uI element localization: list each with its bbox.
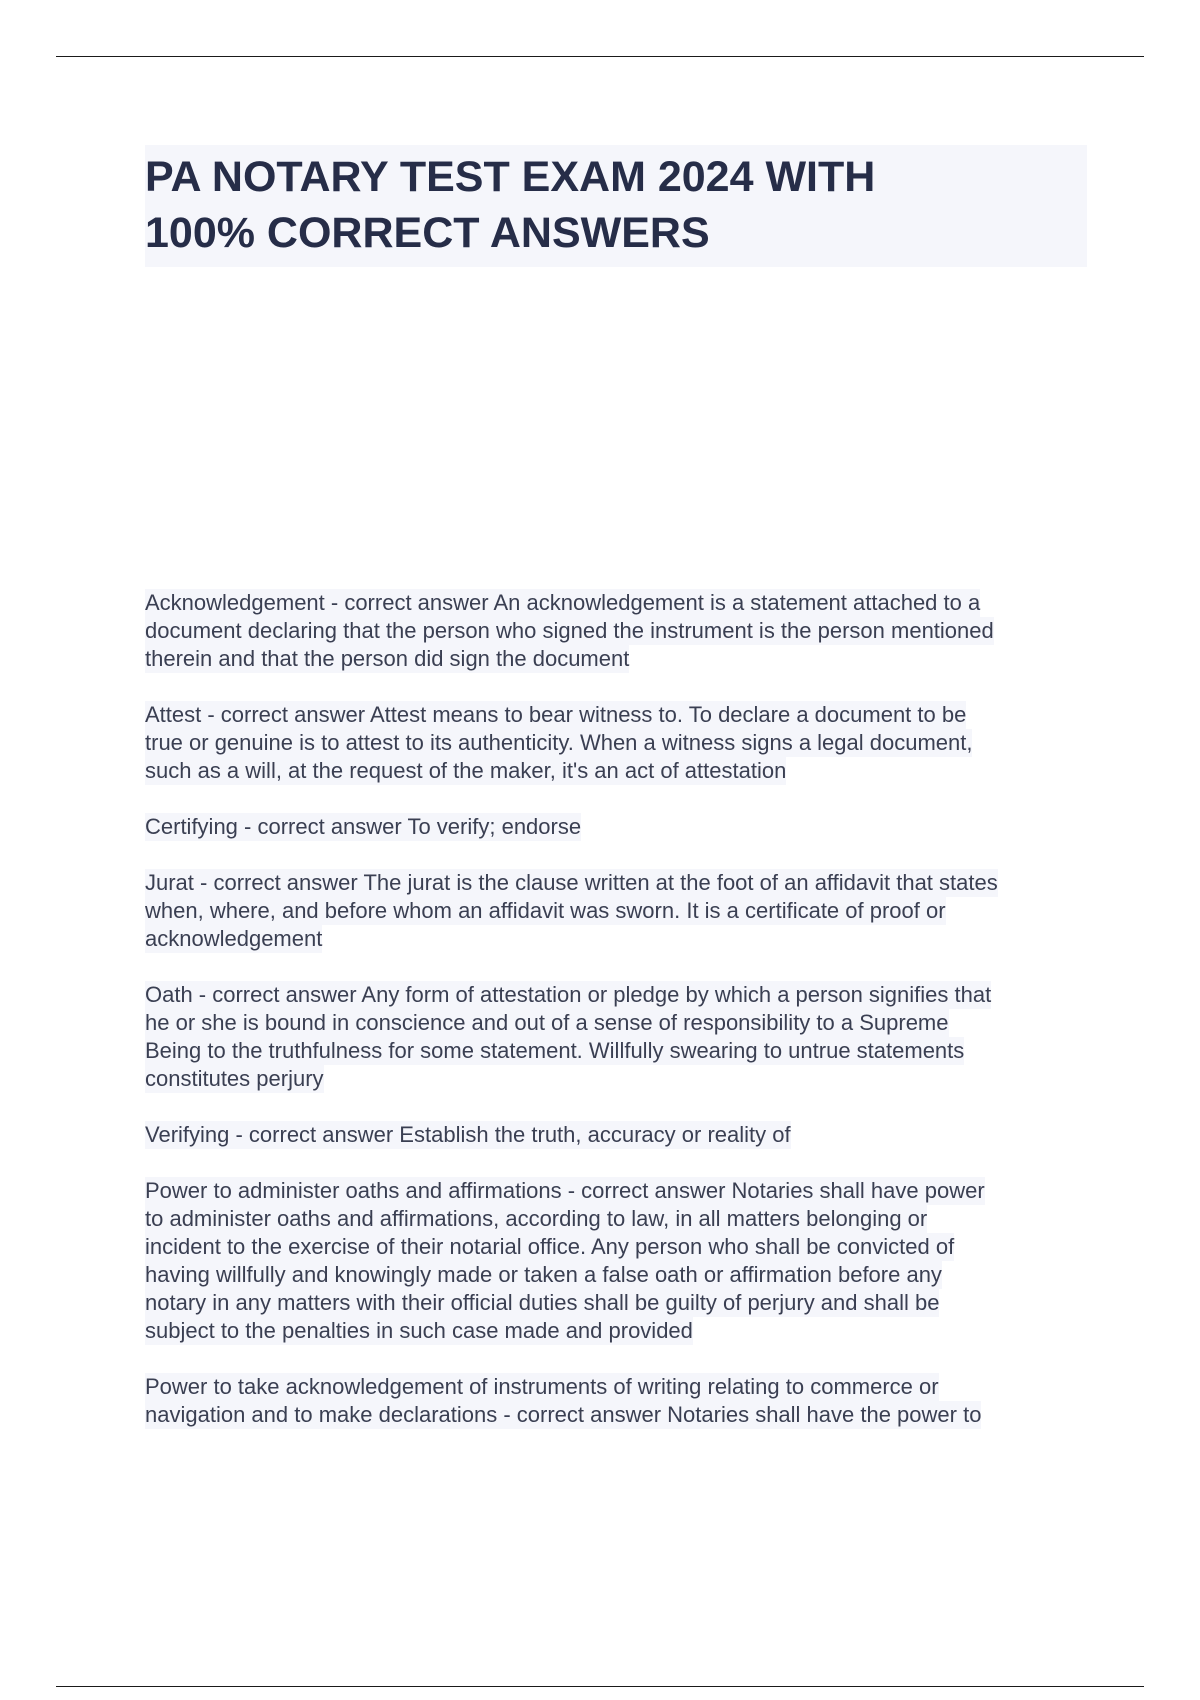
entry-line: Jurat - correct answer The jurat is the clause written at the foot of an affidavit that states (145, 870, 998, 895)
entry-certifying (145, 813, 1090, 841)
entry-verifying (145, 1121, 1090, 1149)
document-title (145, 145, 1087, 267)
entry-power-oaths (145, 1177, 1090, 1345)
top-rule (56, 56, 1144, 57)
entry-line: Power to administer oaths and affirmations - correct answer Notaries shall have power (145, 1178, 985, 1203)
entry-line: Acknowledgement - correct answer An acknowledgement is a statement attached to a (145, 590, 981, 615)
entry-oath (145, 981, 1090, 1093)
entry-line: subject to the penalties in such case made and provided (145, 1318, 693, 1343)
entry-line: incident to the exercise of their notarial office. Any person who shall be convicted of (145, 1234, 955, 1259)
entry-acknowledgement (145, 589, 1090, 673)
entry-power-acknowledgement (145, 1373, 1090, 1429)
entry-line: Attest - correct answer Attest means to bear witness to. To declare a document to be (145, 702, 967, 727)
title-line-2: 100% CORRECT ANSWERS (145, 209, 710, 257)
entry-line: Oath - correct answer Any form of attestation or pledge by which a person signifies that (145, 982, 992, 1007)
entry-line: when, where, and before whom an affidavit was sworn. It is a certificate of proof or (145, 898, 946, 923)
entry-line: notary in any matters with their official duties shall be guilty of perjury and shall be (145, 1290, 940, 1315)
entry-line: document declaring that the person who signed the instrument is the person mentioned (145, 618, 994, 643)
entry-line: constitutes perjury (145, 1066, 324, 1091)
entry-line: having willfully and knowingly made or taken a false oath or affirmation before any (145, 1262, 942, 1287)
definition-list (145, 589, 1090, 1457)
entry-line: navigation and to make declarations - correct answer Notaries shall have the power to (145, 1402, 982, 1427)
entry-jurat (145, 869, 1090, 953)
title-line-1: PA NOTARY TEST EXAM 2024 WITH (145, 153, 876, 201)
bottom-rule (56, 1686, 1144, 1687)
entry-line: he or she is bound in conscience and out of a sense of responsibility to a Supreme (145, 1010, 949, 1035)
entry-line: Being to the truthfulness for some statement. Willfully swearing to untrue statements (145, 1038, 965, 1063)
entry-line: acknowledgement (145, 926, 323, 951)
entry-attest (145, 701, 1090, 785)
entry-line: Certifying - correct answer To verify; endorse (145, 814, 582, 839)
entry-line: Verifying - correct answer Establish the truth, accuracy or reality of (145, 1122, 791, 1147)
entry-line: therein and that the person did sign the document (145, 646, 630, 671)
entry-line: such as a will, at the request of the maker, it's an act of attestation (145, 758, 787, 783)
entry-line: Power to take acknowledgement of instruments of writing relating to commerce or (145, 1374, 939, 1399)
entry-line: to administer oaths and affirmations, according to law, in all matters belonging or (145, 1206, 928, 1231)
entry-line: true or genuine is to attest to its authenticity. When a witness signs a legal document, (145, 730, 973, 755)
